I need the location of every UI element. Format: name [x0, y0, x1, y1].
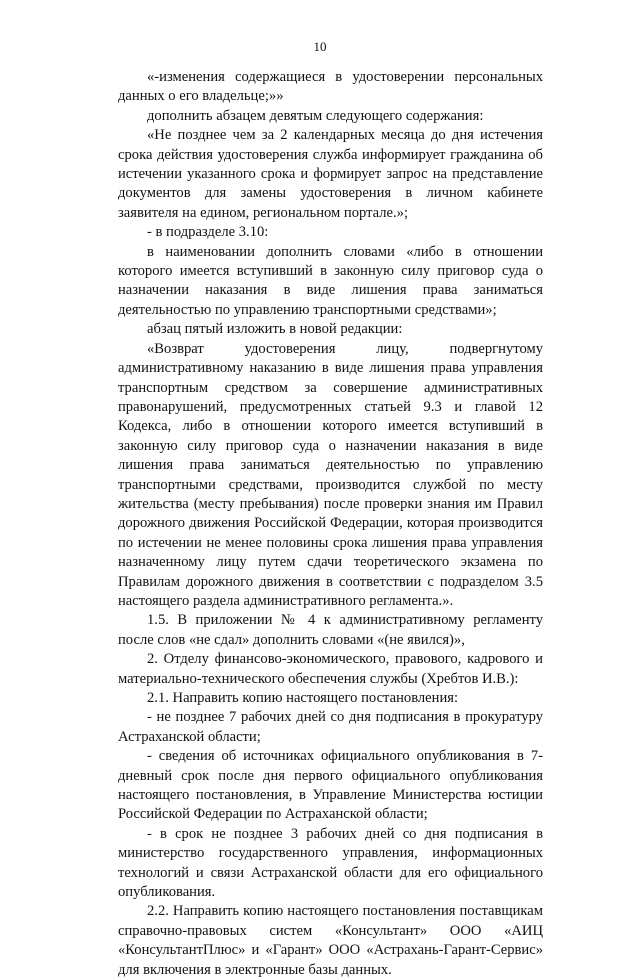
paragraph-fifth-clause-new-edition: абзац пятый изложить в новой редакции:	[147, 321, 403, 338]
page-number: 10	[313, 39, 327, 54]
paragraph-ministry-publication: - в срок не позднее 3 рабочих дней со дня подписания в министерство государственного управления, информационных технологий и связи Астраханской области для его официального опубликования.	[118, 825, 543, 901]
paragraph-expiry-notice: «Не позднее чем за 2 календарных месяца до дня истечения срока действия удостоверения служба информирует гражданина об истечении указанного срока и формирует запрос на представление документов для замены удостоверения в личном кабинете заявителя на едином, региональном портале.»;	[118, 127, 543, 221]
paragraph-title-amendment: в наименовании дополнить словами «либо в отношении которого имеется вступивший в законную силу приговор суда о назначении наказания в виде лишения права заниматься деятельностью по управлению транспортными средствами»;	[118, 243, 543, 318]
document-body	[118, 68, 543, 980]
paragraph-appendix-4: 1.5. В приложении № 4 к административному регламенту после слов «не сдал» дополнить словами «(не явился)»,	[118, 612, 543, 648]
paragraph-ministry-of-justice: - сведения об источниках официального опубликования в 7-дневный срок после дня первого официального опубликования настоящего постановления, в Управление Министерства юстиции Российской Федерации по Астраханской области;	[118, 748, 543, 823]
paragraph-subsection-3-10: - в подразделе 3.10:	[147, 224, 269, 241]
paragraph-prosecutor-office: - не позднее 7 рабочих дней со дня подписания в прокуратуру Астраханской области;	[118, 709, 543, 745]
paragraph-add-ninth-clause: дополнить абзацем девятым следующего содержания:	[147, 107, 484, 124]
paragraph-department-instruction: 2. Отделу финансово-экономического, правового, кадрового и материально-технического обеспечения службы (Хребтов И.В.):	[118, 651, 543, 687]
paragraph-legal-systems: 2.2. Направить копию настоящего постановления поставщикам справочно-правовых систем «Консультант» ООО «АИЦ «КонсультантПлюс» и «Гарант» ООО «Астрахань-Гарант-Сервис» для включения в электронные базы данных.	[118, 903, 543, 978]
paragraph-personal-data-changes: «-изменения содержащиеся в удостоверении персональных данных о его владельце;»»	[118, 69, 543, 105]
paragraph-send-copy: 2.1. Направить копию настоящего постановления:	[147, 690, 459, 706]
paragraph-license-return: «Возврат удостоверения лицу, подвергнутому административному наказанию в виде лишения права управления транспортным средством за совершение административных правонарушений, предусмотренных статьей 9.3 и главой 12 Кодекса, либо в отношении которого имеется вступивший в законную силу приговор суда о назначении наказания в виде лишения права заниматься деятельностью по управлению транспортными средствами, производится службой по месту жительства (месту пребывания) после проверки знания им Правил дорожного движения Российской Федерации, которая производится по истечении не менее половины срока лишения права управления назначенному лицу путем сдачи теоретического экзамена по Правилам дорожного движения в соответствии с подразделом 3.5 настоящего раздела административного регламента.».	[118, 340, 543, 609]
